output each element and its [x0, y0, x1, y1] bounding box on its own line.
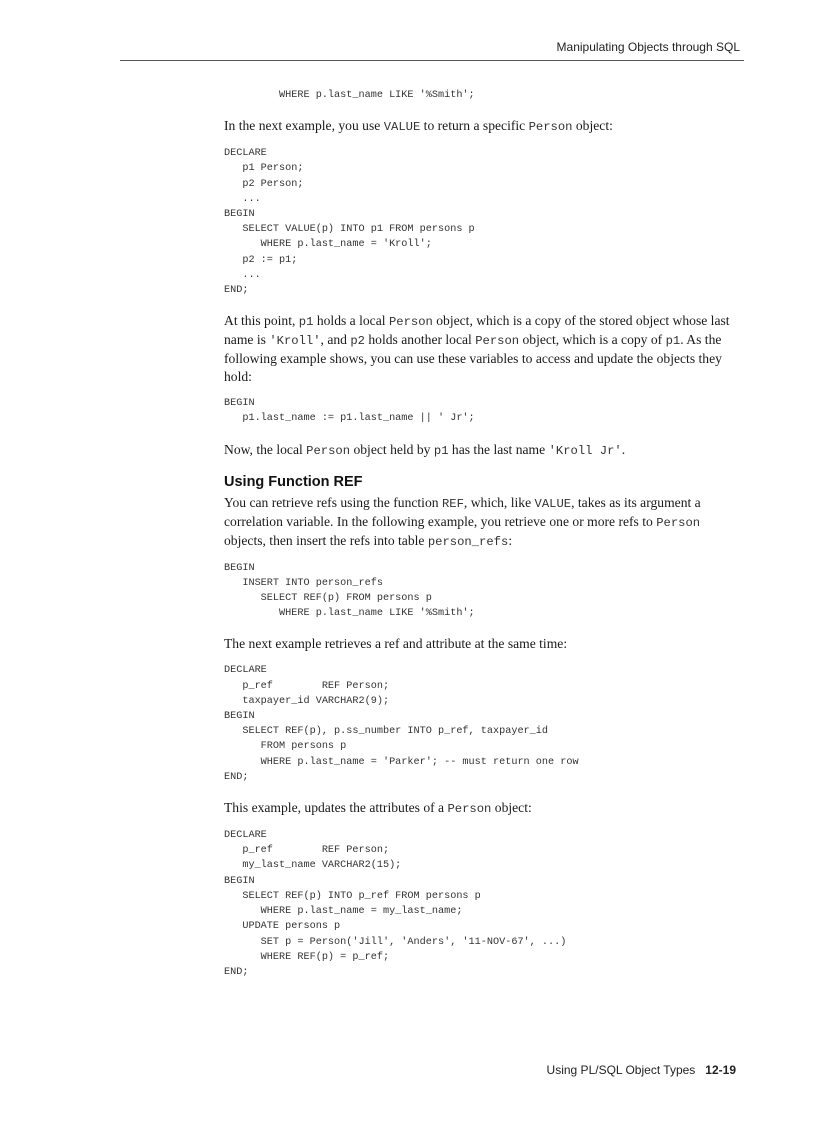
inline-code: 'Kroll Jr' — [548, 443, 622, 458]
section-heading: Using Function REF — [224, 473, 363, 490]
code-block: DECLARE p_ref REF Person; taxpayer_id VARCHAR2(9); BEGIN SELECT REF(p), p.ss_number INTO p_ref, taxpayer_id FROM persons p WHERE p.last_name = 'Parker'; -- must return one row END; — [224, 665, 579, 783]
inline-code: p1 — [665, 334, 681, 349]
inline-code: REF — [441, 496, 464, 511]
paragraph: You can retrieve refs using the function REF, which, like VALUE, takes as its argument a correlation variable. In the following example, you retrieve one or more refs to Person objects, then insert the refs into table person_refs: — [224, 494, 701, 549]
code-block: BEGIN INSERT INTO person_refs SELECT REF(p) FROM persons p WHERE p.last_name LIKE '%Smith'; — [224, 562, 475, 620]
page-number: 12-19 — [705, 1063, 736, 1077]
inline-code: Person — [656, 515, 701, 530]
code-block: DECLARE p1 Person; p2 Person; ... BEGIN SELECT VALUE(p) INTO p1 FROM persons p WHERE p.last_name = 'Kroll'; p2 := p1; ... END; — [224, 148, 475, 297]
inline-code: VALUE — [534, 496, 572, 511]
paragraph: The next example retrieves a ref and attribute at the same time: — [224, 636, 568, 652]
inline-code: person_refs — [427, 534, 509, 549]
inline-code: p1 — [298, 315, 314, 330]
paragraph: At this point, p1 holds a local Person object, which is a copy of the stored object whose last name is 'Kroll', and p2 holds another local Person object, which is a copy of p1. As the following example shows, you can use these variables to access and update the objects they hold: — [224, 313, 730, 385]
page-content — [224, 88, 744, 994]
code-block: WHERE p.last_name LIKE '%Smith'; — [224, 90, 475, 101]
inline-code: p2 — [350, 334, 365, 349]
page-footer — [547, 1063, 736, 1077]
paragraph: Now, the local Person object held by p1 has the last name 'Kroll Jr'. — [224, 441, 626, 458]
footer-label: Using PL/SQL Object Types — [546, 1063, 696, 1077]
inline-code: Person — [528, 120, 573, 135]
inline-code: Person — [447, 802, 492, 817]
paragraph: This example, updates the attributes of a Person object: — [224, 800, 532, 817]
inline-code: Person — [388, 315, 433, 330]
code-block: BEGIN p1.last_name := p1.last_name || ' Jr'; — [224, 398, 475, 425]
running-header-title: Manipulating Objects through SQL — [556, 40, 740, 54]
inline-code: p1 — [433, 443, 449, 458]
page-header — [120, 40, 744, 61]
code-block: DECLARE p_ref REF Person; my_last_name VARCHAR2(15); BEGIN SELECT REF(p) INTO p_ref FROM persons p WHERE p.last_name = my_last_name; UPDATE persons p SET p = Person('Jill', 'Anders', '11-NOV-67', ...) WHERE REF(p) = p_ref; END; — [224, 830, 567, 978]
inline-code: VALUE — [383, 120, 421, 135]
paragraph: In the next example, you use VALUE to return a specific Person object: — [224, 118, 613, 135]
inline-code: Person — [306, 443, 351, 458]
inline-code: Person — [475, 334, 520, 349]
inline-code: 'Kroll' — [269, 334, 321, 349]
